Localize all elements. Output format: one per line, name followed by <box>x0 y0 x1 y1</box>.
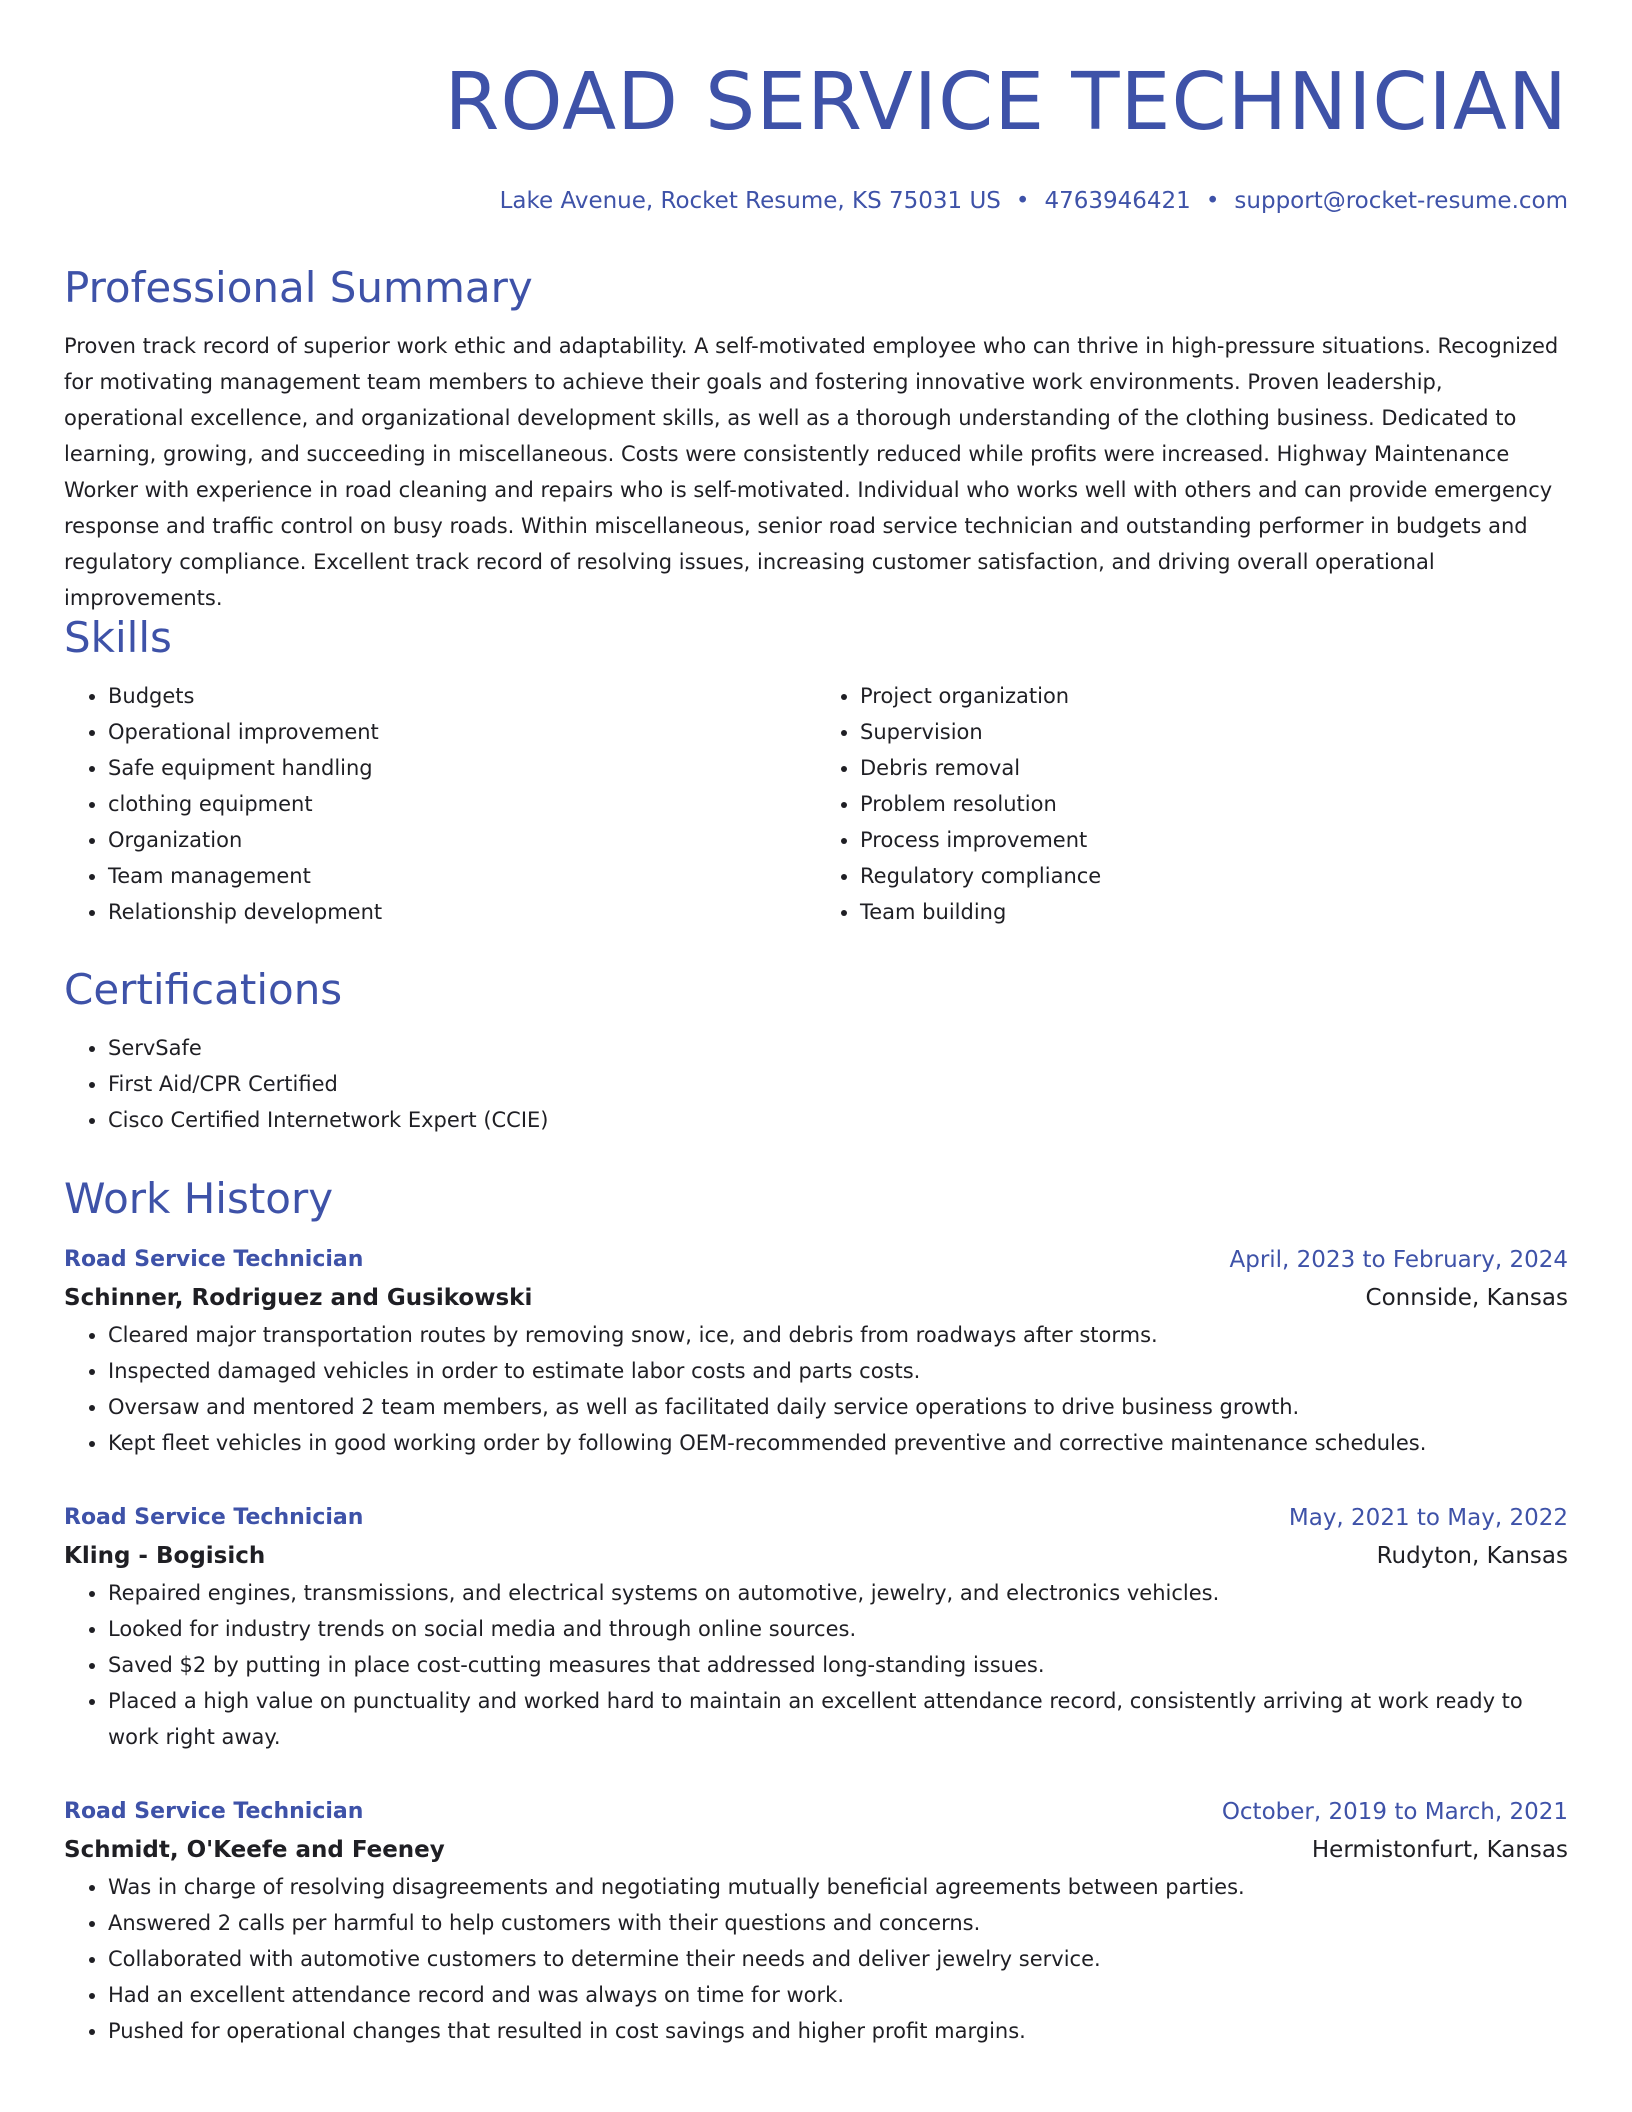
skill-item: • Project organization <box>860 678 1568 714</box>
skill-item: • Regulatory compliance <box>860 858 1568 894</box>
job-bullet: • Oversaw and mentored 2 team members, as well as facilitated daily service operations to drive business growth. <box>108 1389 1568 1425</box>
job-company: Schinner, Rodriguez and Gusikowski <box>64 1285 533 1311</box>
skill-item: • Operational improvement <box>108 714 816 750</box>
skill-item: • Organization <box>108 822 816 858</box>
skills-section <box>64 612 1568 930</box>
job-bullet: • Placed a high value on punctuality and worked hard to maintain an excellent attendance record, consistently arriving at work ready to work right away. <box>108 1683 1568 1755</box>
contact-line <box>64 186 1568 216</box>
skills-grid <box>64 678 1568 930</box>
job-bullet: • Inspected damaged vehicles in order to estimate labor costs and parts costs. <box>108 1353 1568 1389</box>
job-entry <box>64 1499 1568 1755</box>
job-bullet: • Saved $2 by putting in place cost-cutting measures that addressed long-standing issues. <box>108 1647 1568 1683</box>
certifications-section <box>64 964 1568 1138</box>
job-bullets <box>64 1575 1568 1755</box>
skill-item: • Process improvement <box>860 822 1568 858</box>
work-history-section <box>64 1173 1568 2049</box>
job-bullet: • Collaborated with automotive customers to determine their needs and deliver jewelry service. <box>108 1941 1568 1977</box>
job-location: Hermistonfurt, Kansas <box>1311 1837 1568 1863</box>
skill-item: • Team building <box>860 894 1568 930</box>
certification-item: • First Aid/CPR Certified <box>108 1066 1568 1102</box>
job-location: Connside, Kansas <box>1365 1285 1568 1311</box>
certifications-list <box>64 1030 1568 1138</box>
summary-section <box>64 262 1568 616</box>
skills-list-left <box>64 678 816 930</box>
job-location: Rudyton, Kansas <box>1376 1543 1568 1569</box>
job-title: Road Service Technician <box>64 1247 364 1272</box>
job-header <box>64 1241 1568 1279</box>
section-title-skills: Skills <box>64 613 172 662</box>
skill-item: • Problem resolution <box>860 786 1568 822</box>
certification-item: • Cisco Certified Internetwork Expert (CCIE) <box>108 1102 1568 1138</box>
contact-phone[interactable]: 4763946421 <box>1044 188 1191 214</box>
job-dates: October, 2019 to March, 2021 <box>1221 1799 1568 1825</box>
contact-separator: • <box>1205 188 1220 214</box>
skill-item: • Relationship development <box>108 894 816 930</box>
job-bullet: • Looked for industry trends on social media and through online sources. <box>108 1611 1568 1647</box>
job-title: Road Service Technician <box>64 1505 364 1530</box>
job-bullet: • Was in charge of resolving disagreements and negotiating mutually beneficial agreements between parties. <box>108 1869 1568 1905</box>
resume-name: ROAD SERVICE TECHNICIAN <box>444 56 1568 148</box>
job-bullet: • Kept fleet vehicles in good working order by following OEM-recommended preventive and corrective maintenance schedules. <box>108 1425 1568 1461</box>
skills-list-right <box>816 678 1568 930</box>
job-bullet: • Pushed for operational changes that resulted in cost savings and higher profit margins. <box>108 2013 1568 2049</box>
job-dates: May, 2021 to May, 2022 <box>1288 1505 1568 1531</box>
certification-item: • ServSafe <box>108 1030 1568 1066</box>
job-header <box>64 1793 1568 1831</box>
job-dates: April, 2023 to February, 2024 <box>1229 1247 1568 1273</box>
skills-column-right <box>816 678 1568 930</box>
job-company: Kling - Bogisich <box>64 1543 266 1569</box>
job-bullet: • Had an excellent attendance record and was always on time for work. <box>108 1977 1568 2013</box>
job-bullet: • Answered 2 calls per harmful to help customers with their questions and concerns. <box>108 1905 1568 1941</box>
job-header <box>64 1499 1568 1537</box>
job-bullets <box>64 1317 1568 1461</box>
skill-item: • Debris removal <box>860 750 1568 786</box>
skill-item: • Team management <box>108 858 816 894</box>
skills-column-left <box>64 678 816 930</box>
job-subheader <box>64 1537 1568 1575</box>
job-title: Road Service Technician <box>64 1799 364 1824</box>
skill-item: • clothing equipment <box>108 786 816 822</box>
section-title-certifications: Certifications <box>64 965 343 1014</box>
contact-email[interactable]: support@rocket-resume.com <box>1234 188 1568 214</box>
job-bullets <box>64 1869 1568 2049</box>
section-title-work-history: Work History <box>64 1174 334 1223</box>
summary-text: Proven track record of superior work ethic and adaptability. A self-motivated employee who can thrive in high-pressure situations. Recognized for motivating management team members to achieve their goals and fostering innovative work environments. Proven leadership, operational excellence, and organizational development skills, as well as a thorough understanding of the clothing business. Dedicated to learning, growing, and succeeding in miscellaneous. Costs were consistently reduced while profits were increased. Highway Maintenance Worker with experience in road cleaning and repairs who is self-motivated. Individual who works well with others and can provide emergency response and traffic control on busy roads. Within miscellaneous, senior road service technician and outstanding performer in budgets and regulatory compliance. Excellent track record of resolving issues, increasing customer satisfaction, and driving overall operational improvements. <box>64 334 1559 610</box>
contact-separator: • <box>1015 188 1030 214</box>
job-bullet: • Cleared major transportation routes by removing snow, ice, and debris from roadways after storms. <box>108 1317 1568 1353</box>
job-entry <box>64 1241 1568 1461</box>
skill-item: • Budgets <box>108 678 816 714</box>
skill-item: • Safe equipment handling <box>108 750 816 786</box>
job-company: Schmidt, O'Keefe and Feeney <box>64 1837 445 1863</box>
job-subheader <box>64 1831 1568 1869</box>
section-title-summary: Professional Summary <box>64 263 533 312</box>
job-subheader <box>64 1279 1568 1317</box>
contact-address: Lake Avenue, Rocket Resume, KS 75031 US <box>499 188 1001 214</box>
job-entry <box>64 1793 1568 2049</box>
job-bullet: • Repaired engines, transmissions, and electrical systems on automotive, jewelry, and electronics vehicles. <box>108 1575 1568 1611</box>
skill-item: • Supervision <box>860 714 1568 750</box>
